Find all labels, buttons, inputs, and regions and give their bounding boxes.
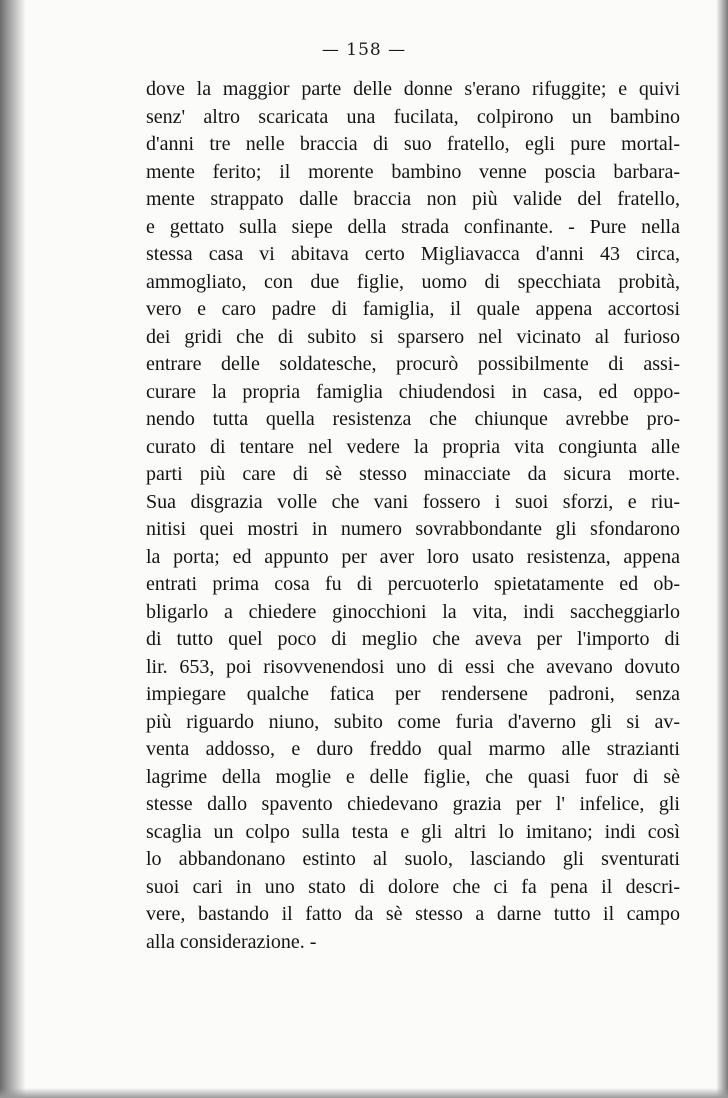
page-bottom-shadow xyxy=(0,1088,728,1098)
text-line: venta addosso, e duro freddo qual marmo alle strazianti xyxy=(146,738,680,760)
text-line: bligarlo a chiedere ginocchioni la vita, indi saccheggiarlo xyxy=(146,600,680,623)
text-line: parti più care di sè stesso minacciate da sicura morte. xyxy=(146,463,680,485)
text-line: la porta; ed appunto per aver loro usato resistenza, appena xyxy=(146,545,680,568)
text-line: dove la maggior parte delle donne s'erano rifuggite; e quivi xyxy=(146,78,680,100)
text-line: dei gridi che di subito si sparsero nel vicinato al furioso xyxy=(146,325,680,348)
text-line: stesse dallo spavento chiedevano grazia per l' infelice, gli xyxy=(146,793,680,815)
text-line: curato di tentare nel vedere la propria vita congiunta alle xyxy=(146,435,680,458)
text-line: curare la propria famiglia chiudendosi in casa, ed oppo- xyxy=(146,380,680,403)
body-text xyxy=(146,76,680,956)
text-line: di tutto quel poco di meglio che aveva per l'importo di xyxy=(146,628,680,650)
text-line: lagrime della moglie e delle figlie, che quasi fuor di sè xyxy=(146,765,680,788)
text-line-last: alla considerazione. - xyxy=(146,930,317,953)
text-line: vere, bastando il fatto da sè stesso a darne tutto il campo xyxy=(146,903,680,925)
text-line: entrati prima cosa fu di percuoterlo spietatamente ed ob- xyxy=(146,573,680,595)
text-line: suoi cari in uno stato di dolore che ci fa pena il descri- xyxy=(146,875,680,898)
page-number: — 158 — xyxy=(321,40,407,60)
page-edge-shadow xyxy=(716,0,728,1098)
text-line: e gettato sulla siepe della strada confinante. - Pure nella xyxy=(146,215,680,238)
text-line: d'anni tre nelle braccia di suo fratello, egli pure mortal- xyxy=(146,133,680,155)
page-gutter-shadow xyxy=(0,0,26,1098)
text-line: lo abbandonano estinto al suolo, lasciando gli sventurati xyxy=(146,848,680,870)
text-line: lir. 653, poi risovvenendosi uno di essi che avevano dovuto xyxy=(146,655,680,678)
text-line: nendo tutta quella resistenza che chiunque avrebbe pro- xyxy=(146,408,680,430)
text-line: vero e caro padre di famiglia, il quale appena accortosi xyxy=(146,298,680,320)
text-line: mente ferito; il morente bambino venne poscia barbara- xyxy=(146,160,680,183)
text-line: ammogliato, con due figlie, uomo di specchiata probità, xyxy=(146,270,680,293)
text-line: mente strappato dalle braccia non più valide del fratello, xyxy=(146,188,680,210)
text-line: impiegare qualche fatica per rendersene padroni, senza xyxy=(146,683,680,705)
text-line: senz' altro scaricata una fucilata, colpirono un bambino xyxy=(146,105,680,128)
text-line: stessa casa vi abitava certo Migliavacca d'anni 43 circa, xyxy=(146,243,680,265)
text-line: entrare delle soldatesche, procurò possibilmente di assi- xyxy=(146,353,680,375)
text-line: nitisi quei mostri in numero sovrabbondante gli sfondarono xyxy=(146,518,680,540)
text-line: più riguardo niuno, subito come furia d'averno gli si av- xyxy=(146,710,680,733)
text-line: Sua disgrazia volle che vani fossero i suoi sforzi, e riu- xyxy=(146,490,680,513)
text-line: scaglia un colpo sulla testa e gli altri lo imitano; indi così xyxy=(146,820,680,843)
